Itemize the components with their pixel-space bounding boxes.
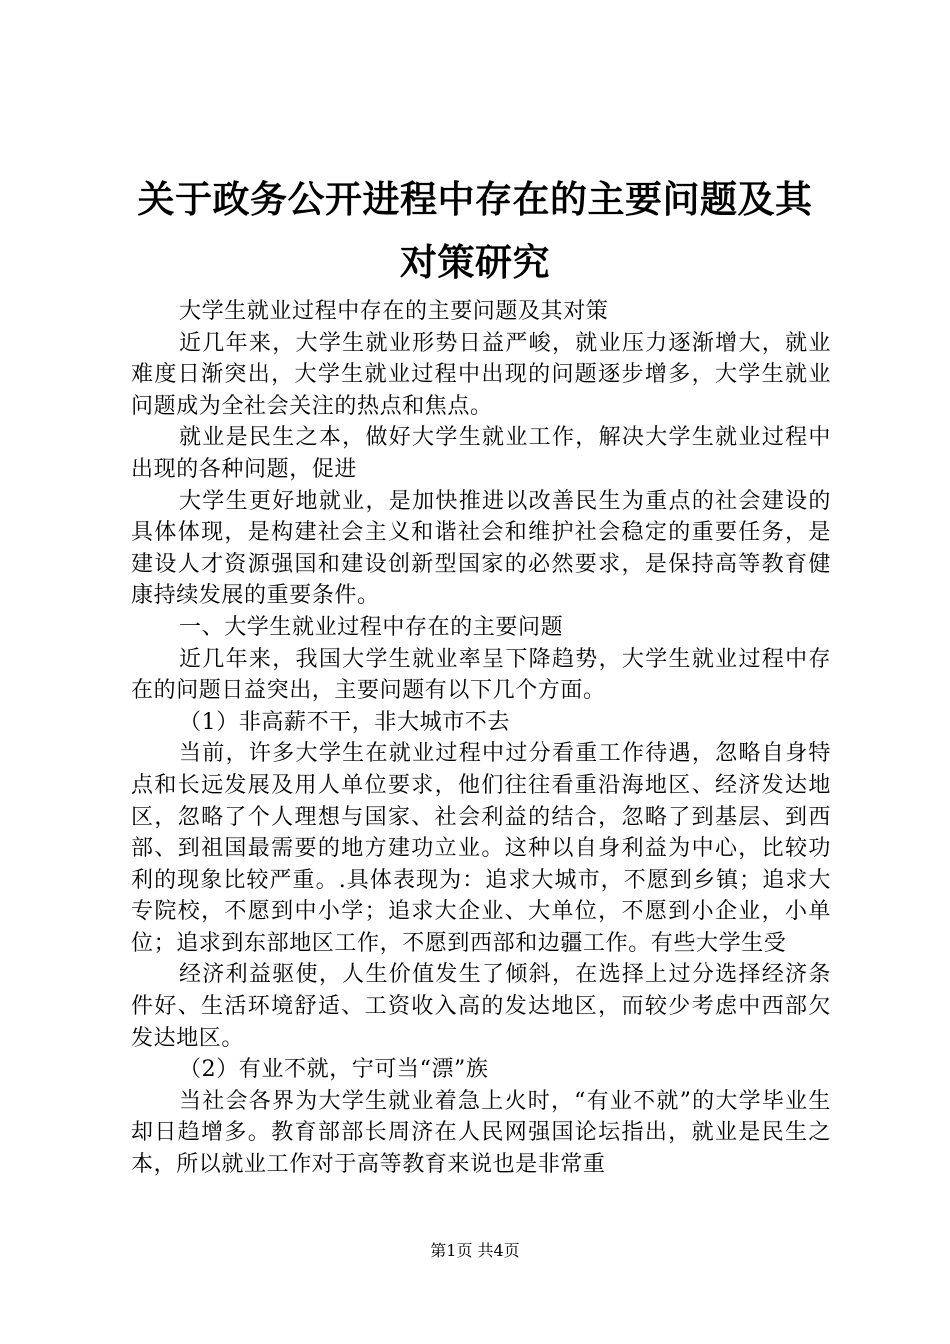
page-footer: 第1页 共4页 xyxy=(430,1241,520,1260)
subsection-heading: （2）有业不就，宁可当“漂”族 xyxy=(179,1057,489,1083)
document-body xyxy=(131,296,831,1181)
paragraph: 近几年来，我国大学生就业率呈下降趋势，大学生就业过程中存在的问题日益突出，主要问题有以下几个方面。 xyxy=(131,646,831,704)
paragraph: 就业是民生之本，做好大学生就业工作，解决大学生就业过程中出现的各种问题，促进 xyxy=(131,425,831,482)
paragraph: 经济利益驱使，人生价值发生了倾斜，在选择上过分选择经济条件好、生活环境舒适、工资收入高的发达地区，而较少考虑中西部欠发达地区。 xyxy=(131,962,831,1051)
paragraph: 大学生更好地就业，是加快推进以改善民生为重点的社会建设的具体体现，是构建社会主义和谐社会和维护社会稳定的重要任务，是建设人才资源强国和建设创新型国家的必然要求，是保持高等教育健康持续发展的重要条件。 xyxy=(131,488,831,609)
paragraph: 当前，许多大学生在就业过程中过分看重工作待遇，忽略自身特点和长远发展及用人单位要求，他们往往看重沿海地区、经济发达地区，忽略了个人理想与国家、社会利益的结合，忽略了到基层、到西部、到祖国最需要的地方建功立业。这种以自身利益为中心，比较功利的现象比较严重。.具体表现为：追求大城市，不愿到乡镇；追求大专院校，不愿到中小学；追求大企业、大单位，不愿到小企业，小单位；追求到东部地区工作，不愿到西部和边疆工作。有些大学生受 xyxy=(131,741,831,956)
paragraph: 近几年来，大学生就业形势日益严峻，就业压力逐渐增大，就业难度日渐突出，大学生就业过程中出现的问题逐步增多，大学生就业问题成为全社会关注的热点和焦点。 xyxy=(131,330,831,419)
subsection-heading: （1）非高薪不干，非大城市不去 xyxy=(179,709,510,735)
paragraph-subtitle: 大学生就业过程中存在的主要问题及其对策 xyxy=(179,299,609,324)
paragraph: 当社会各界为大学生就业着急上火时，“有业不就”的大学毕业生却日趋增多。教育部部长周济在人民网强国论坛指出，就业是民生之本，所以就业工作对于高等教育来说也是非常重 xyxy=(131,1088,831,1178)
document-title: 关于政务公开进程中存在的主要问题及其对策研究 xyxy=(137,178,813,284)
section-heading: 一、大学生就业过程中存在的主要问题 xyxy=(179,614,564,640)
